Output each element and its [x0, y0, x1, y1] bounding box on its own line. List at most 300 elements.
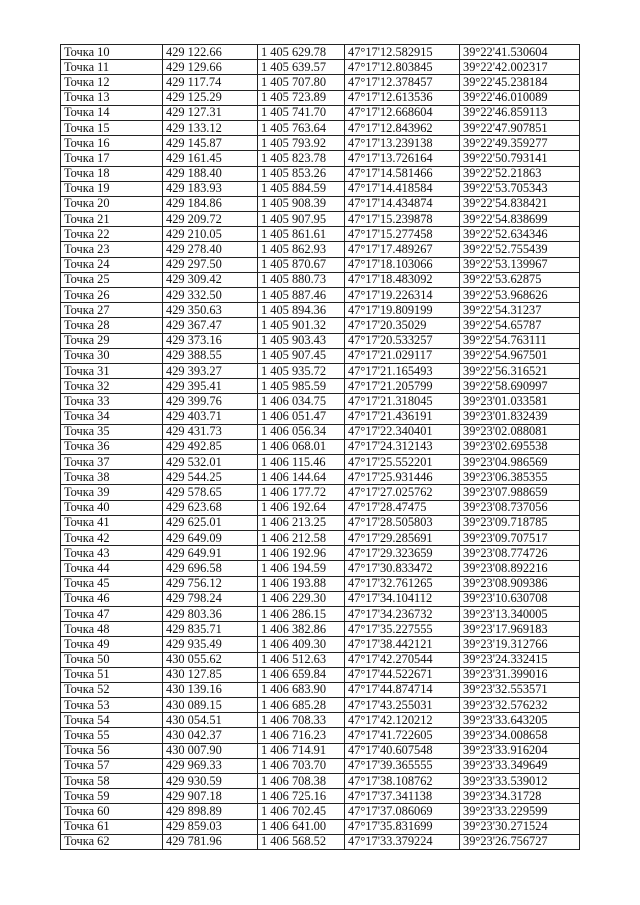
point-name-cell: Точка 16 — [61, 136, 163, 151]
y-coordinate-cell: 1 405 853.26 — [258, 166, 345, 181]
x-coordinate-cell: 429 184.86 — [163, 196, 258, 211]
x-coordinate-cell: 429 395.41 — [163, 379, 258, 394]
longitude-cell: 39°22'52.21863 — [460, 166, 580, 181]
point-name-cell: Точка 35 — [61, 424, 163, 439]
y-coordinate-cell: 1 405 901.32 — [258, 318, 345, 333]
longitude-cell: 39°23'32.553571 — [460, 682, 580, 697]
point-name-cell: Точка 61 — [61, 819, 163, 834]
x-coordinate-cell: 429 278.40 — [163, 242, 258, 257]
y-coordinate-cell: 1 406 115.46 — [258, 455, 345, 470]
latitude-cell: 47°17'21.436191 — [345, 409, 460, 424]
table-row — [61, 196, 580, 211]
longitude-cell: 39°22'47.907851 — [460, 120, 580, 135]
longitude-cell: 39°23'31.399016 — [460, 667, 580, 682]
table-row — [61, 758, 580, 773]
x-coordinate-cell: 430 007.90 — [163, 743, 258, 758]
longitude-cell: 39°23'08.774726 — [460, 546, 580, 561]
x-coordinate-cell: 429 133.12 — [163, 120, 258, 135]
table-row — [61, 728, 580, 743]
latitude-cell: 47°17'38.442121 — [345, 637, 460, 652]
longitude-cell: 39°23'02.088081 — [460, 424, 580, 439]
table-row — [61, 424, 580, 439]
point-name-cell: Точка 36 — [61, 439, 163, 454]
point-name-cell: Точка 48 — [61, 622, 163, 637]
table-row — [61, 652, 580, 667]
y-coordinate-cell: 1 405 887.46 — [258, 288, 345, 303]
latitude-cell: 47°17'30.833472 — [345, 561, 460, 576]
x-coordinate-cell: 429 781.96 — [163, 834, 258, 849]
y-coordinate-cell: 1 406 177.72 — [258, 485, 345, 500]
y-coordinate-cell: 1 406 725.16 — [258, 789, 345, 804]
y-coordinate-cell: 1 405 884.59 — [258, 181, 345, 196]
point-name-cell: Точка 31 — [61, 363, 163, 378]
point-name-cell: Точка 38 — [61, 470, 163, 485]
x-coordinate-cell: 429 859.03 — [163, 819, 258, 834]
point-name-cell: Точка 47 — [61, 606, 163, 621]
latitude-cell: 47°17'12.582915 — [345, 45, 460, 60]
latitude-cell: 47°17'17.489267 — [345, 242, 460, 257]
longitude-cell: 39°22'41.530604 — [460, 45, 580, 60]
point-name-cell: Точка 10 — [61, 45, 163, 60]
y-coordinate-cell: 1 405 907.95 — [258, 212, 345, 227]
point-name-cell: Точка 23 — [61, 242, 163, 257]
x-coordinate-cell: 429 399.76 — [163, 394, 258, 409]
point-name-cell: Точка 40 — [61, 500, 163, 515]
longitude-cell: 39°23'09.718785 — [460, 515, 580, 530]
table-row — [61, 288, 580, 303]
longitude-cell: 39°23'10.630708 — [460, 591, 580, 606]
x-coordinate-cell: 429 373.16 — [163, 333, 258, 348]
point-name-cell: Точка 52 — [61, 682, 163, 697]
latitude-cell: 47°17'12.843962 — [345, 120, 460, 135]
longitude-cell: 39°23'34.31728 — [460, 789, 580, 804]
y-coordinate-cell: 1 406 192.96 — [258, 546, 345, 561]
y-coordinate-cell: 1 405 903.43 — [258, 333, 345, 348]
latitude-cell: 47°17'12.378457 — [345, 75, 460, 90]
longitude-cell: 39°22'53.139967 — [460, 257, 580, 272]
y-coordinate-cell: 1 406 685.28 — [258, 698, 345, 713]
table-row — [61, 257, 580, 272]
latitude-cell: 47°17'28.505803 — [345, 515, 460, 530]
y-coordinate-cell: 1 405 763.64 — [258, 120, 345, 135]
point-name-cell: Точка 33 — [61, 394, 163, 409]
y-coordinate-cell: 1 406 229.30 — [258, 591, 345, 606]
latitude-cell: 47°17'37.341138 — [345, 789, 460, 804]
table-row — [61, 439, 580, 454]
table-row — [61, 348, 580, 363]
x-coordinate-cell: 430 054.51 — [163, 713, 258, 728]
x-coordinate-cell: 429 145.87 — [163, 136, 258, 151]
y-coordinate-cell: 1 406 193.88 — [258, 576, 345, 591]
longitude-cell: 39°23'33.349649 — [460, 758, 580, 773]
x-coordinate-cell: 429 210.05 — [163, 227, 258, 242]
longitude-cell: 39°23'33.643205 — [460, 713, 580, 728]
longitude-cell: 39°23'33.539012 — [460, 774, 580, 789]
y-coordinate-cell: 1 406 409.30 — [258, 637, 345, 652]
longitude-cell: 39°23'33.229599 — [460, 804, 580, 819]
x-coordinate-cell: 429 188.40 — [163, 166, 258, 181]
longitude-cell: 39°23'04.986569 — [460, 455, 580, 470]
point-name-cell: Точка 26 — [61, 288, 163, 303]
point-name-cell: Точка 15 — [61, 120, 163, 135]
y-coordinate-cell: 1 405 723.89 — [258, 90, 345, 105]
longitude-cell: 39°22'50.793141 — [460, 151, 580, 166]
x-coordinate-cell: 429 161.45 — [163, 151, 258, 166]
x-coordinate-cell: 429 835.71 — [163, 622, 258, 637]
y-coordinate-cell: 1 405 880.73 — [258, 272, 345, 287]
y-coordinate-cell: 1 406 144.64 — [258, 470, 345, 485]
latitude-cell: 47°17'33.379224 — [345, 834, 460, 849]
point-name-cell: Точка 39 — [61, 485, 163, 500]
x-coordinate-cell: 429 350.63 — [163, 303, 258, 318]
longitude-cell: 39°23'08.737056 — [460, 500, 580, 515]
latitude-cell: 47°17'15.239878 — [345, 212, 460, 227]
longitude-cell: 39°23'13.340005 — [460, 606, 580, 621]
table-row — [61, 606, 580, 621]
y-coordinate-cell: 1 405 707.80 — [258, 75, 345, 90]
table-row — [61, 75, 580, 90]
y-coordinate-cell: 1 406 641.00 — [258, 819, 345, 834]
longitude-cell: 39°23'17.969183 — [460, 622, 580, 637]
point-name-cell: Точка 12 — [61, 75, 163, 90]
longitude-cell: 39°23'01.832439 — [460, 409, 580, 424]
x-coordinate-cell: 429 309.42 — [163, 272, 258, 287]
x-coordinate-cell: 429 297.50 — [163, 257, 258, 272]
table-row — [61, 713, 580, 728]
point-name-cell: Точка 57 — [61, 758, 163, 773]
latitude-cell: 47°17'34.236732 — [345, 606, 460, 621]
point-name-cell: Точка 32 — [61, 379, 163, 394]
point-name-cell: Точка 29 — [61, 333, 163, 348]
latitude-cell: 47°17'27.025762 — [345, 485, 460, 500]
longitude-cell: 39°22'54.31237 — [460, 303, 580, 318]
longitude-cell: 39°23'08.909386 — [460, 576, 580, 591]
table-row — [61, 136, 580, 151]
coordinates-table — [60, 44, 580, 850]
latitude-cell: 47°17'19.809199 — [345, 303, 460, 318]
point-name-cell: Точка 42 — [61, 531, 163, 546]
point-name-cell: Точка 49 — [61, 637, 163, 652]
table-row — [61, 804, 580, 819]
latitude-cell: 47°17'29.285691 — [345, 531, 460, 546]
y-coordinate-cell: 1 406 683.90 — [258, 682, 345, 697]
longitude-cell: 39°22'46.010089 — [460, 90, 580, 105]
x-coordinate-cell: 429 393.27 — [163, 363, 258, 378]
y-coordinate-cell: 1 406 716.23 — [258, 728, 345, 743]
x-coordinate-cell: 429 930.59 — [163, 774, 258, 789]
latitude-cell: 47°17'20.35029 — [345, 318, 460, 333]
x-coordinate-cell: 429 756.12 — [163, 576, 258, 591]
table-row — [61, 774, 580, 789]
latitude-cell: 47°17'38.108762 — [345, 774, 460, 789]
latitude-cell: 47°17'29.323659 — [345, 546, 460, 561]
latitude-cell: 47°17'14.418584 — [345, 181, 460, 196]
y-coordinate-cell: 1 406 192.64 — [258, 500, 345, 515]
point-name-cell: Точка 41 — [61, 515, 163, 530]
longitude-cell: 39°23'30.271524 — [460, 819, 580, 834]
table-row — [61, 455, 580, 470]
table-row — [61, 531, 580, 546]
x-coordinate-cell: 430 055.62 — [163, 652, 258, 667]
x-coordinate-cell: 429 625.01 — [163, 515, 258, 530]
table-row — [61, 60, 580, 75]
point-name-cell: Точка 59 — [61, 789, 163, 804]
latitude-cell: 47°17'20.533257 — [345, 333, 460, 348]
latitude-cell: 47°17'21.205799 — [345, 379, 460, 394]
point-name-cell: Точка 19 — [61, 181, 163, 196]
x-coordinate-cell: 429 649.09 — [163, 531, 258, 546]
y-coordinate-cell: 1 405 870.67 — [258, 257, 345, 272]
y-coordinate-cell: 1 406 068.01 — [258, 439, 345, 454]
y-coordinate-cell: 1 406 382.86 — [258, 622, 345, 637]
latitude-cell: 47°17'40.607548 — [345, 743, 460, 758]
table-row — [61, 834, 580, 849]
point-name-cell: Точка 14 — [61, 105, 163, 120]
y-coordinate-cell: 1 405 639.57 — [258, 60, 345, 75]
point-name-cell: Точка 22 — [61, 227, 163, 242]
x-coordinate-cell: 429 532.01 — [163, 455, 258, 470]
table-row — [61, 743, 580, 758]
table-row — [61, 105, 580, 120]
x-coordinate-cell: 429 117.74 — [163, 75, 258, 90]
y-coordinate-cell: 1 406 708.38 — [258, 774, 345, 789]
table-row — [61, 682, 580, 697]
point-name-cell: Точка 25 — [61, 272, 163, 287]
longitude-cell: 39°23'34.008658 — [460, 728, 580, 743]
latitude-cell: 47°17'21.029117 — [345, 348, 460, 363]
y-coordinate-cell: 1 405 861.61 — [258, 227, 345, 242]
latitude-cell: 47°17'32.761265 — [345, 576, 460, 591]
longitude-cell: 39°22'54.838699 — [460, 212, 580, 227]
latitude-cell: 47°17'34.104112 — [345, 591, 460, 606]
x-coordinate-cell: 430 139.16 — [163, 682, 258, 697]
table-row — [61, 409, 580, 424]
table-row — [61, 819, 580, 834]
latitude-cell: 47°17'21.165493 — [345, 363, 460, 378]
table-row — [61, 394, 580, 409]
y-coordinate-cell: 1 406 056.34 — [258, 424, 345, 439]
x-coordinate-cell: 429 969.33 — [163, 758, 258, 773]
table-row — [61, 789, 580, 804]
table-row — [61, 576, 580, 591]
point-name-cell: Точка 30 — [61, 348, 163, 363]
point-name-cell: Точка 20 — [61, 196, 163, 211]
x-coordinate-cell: 429 898.89 — [163, 804, 258, 819]
point-name-cell: Точка 28 — [61, 318, 163, 333]
latitude-cell: 47°17'24.312143 — [345, 439, 460, 454]
longitude-cell: 39°22'52.755439 — [460, 242, 580, 257]
longitude-cell: 39°22'56.316521 — [460, 363, 580, 378]
y-coordinate-cell: 1 405 862.93 — [258, 242, 345, 257]
latitude-cell: 47°17'18.483092 — [345, 272, 460, 287]
latitude-cell: 47°17'12.613536 — [345, 90, 460, 105]
point-name-cell: Точка 62 — [61, 834, 163, 849]
table-row — [61, 212, 580, 227]
longitude-cell: 39°23'06.385355 — [460, 470, 580, 485]
longitude-cell: 39°23'33.916204 — [460, 743, 580, 758]
y-coordinate-cell: 1 406 568.52 — [258, 834, 345, 849]
longitude-cell: 39°23'01.033581 — [460, 394, 580, 409]
x-coordinate-cell: 429 649.91 — [163, 546, 258, 561]
table-row — [61, 242, 580, 257]
latitude-cell: 47°17'39.365555 — [345, 758, 460, 773]
point-name-cell: Точка 13 — [61, 90, 163, 105]
longitude-cell: 39°23'19.312766 — [460, 637, 580, 652]
latitude-cell: 47°17'25.552201 — [345, 455, 460, 470]
y-coordinate-cell: 1 406 659.84 — [258, 667, 345, 682]
x-coordinate-cell: 429 125.29 — [163, 90, 258, 105]
latitude-cell: 47°17'22.340401 — [345, 424, 460, 439]
point-name-cell: Точка 60 — [61, 804, 163, 819]
x-coordinate-cell: 430 127.85 — [163, 667, 258, 682]
longitude-cell: 39°22'54.763111 — [460, 333, 580, 348]
y-coordinate-cell: 1 406 286.15 — [258, 606, 345, 621]
latitude-cell: 47°17'42.270544 — [345, 652, 460, 667]
longitude-cell: 39°22'53.62875 — [460, 272, 580, 287]
table-row — [61, 363, 580, 378]
latitude-cell: 47°17'15.277458 — [345, 227, 460, 242]
longitude-cell: 39°22'53.968626 — [460, 288, 580, 303]
point-name-cell: Точка 58 — [61, 774, 163, 789]
point-name-cell: Точка 44 — [61, 561, 163, 576]
longitude-cell: 39°22'54.838421 — [460, 196, 580, 211]
y-coordinate-cell: 1 405 629.78 — [258, 45, 345, 60]
y-coordinate-cell: 1 406 051.47 — [258, 409, 345, 424]
longitude-cell: 39°22'54.65787 — [460, 318, 580, 333]
latitude-cell: 47°17'19.226314 — [345, 288, 460, 303]
longitude-cell: 39°22'46.859113 — [460, 105, 580, 120]
x-coordinate-cell: 429 367.47 — [163, 318, 258, 333]
y-coordinate-cell: 1 405 907.45 — [258, 348, 345, 363]
y-coordinate-cell: 1 405 823.78 — [258, 151, 345, 166]
table-row — [61, 120, 580, 135]
y-coordinate-cell: 1 406 714.91 — [258, 743, 345, 758]
table-row — [61, 227, 580, 242]
latitude-cell: 47°17'13.726164 — [345, 151, 460, 166]
point-name-cell: Точка 11 — [61, 60, 163, 75]
point-name-cell: Точка 21 — [61, 212, 163, 227]
point-name-cell: Точка 55 — [61, 728, 163, 743]
x-coordinate-cell: 429 935.49 — [163, 637, 258, 652]
y-coordinate-cell: 1 406 702.45 — [258, 804, 345, 819]
longitude-cell: 39°22'52.634346 — [460, 227, 580, 242]
table-row — [61, 166, 580, 181]
x-coordinate-cell: 430 042.37 — [163, 728, 258, 743]
table-row — [61, 379, 580, 394]
x-coordinate-cell: 429 127.31 — [163, 105, 258, 120]
y-coordinate-cell: 1 406 034.75 — [258, 394, 345, 409]
longitude-cell: 39°23'24.332415 — [460, 652, 580, 667]
table-row — [61, 470, 580, 485]
x-coordinate-cell: 429 907.18 — [163, 789, 258, 804]
table-row — [61, 272, 580, 287]
table-row — [61, 515, 580, 530]
y-coordinate-cell: 1 406 213.25 — [258, 515, 345, 530]
point-name-cell: Точка 37 — [61, 455, 163, 470]
longitude-cell: 39°23'02.695538 — [460, 439, 580, 454]
y-coordinate-cell: 1 406 703.70 — [258, 758, 345, 773]
longitude-cell: 39°22'54.967501 — [460, 348, 580, 363]
latitude-cell: 47°17'35.227555 — [345, 622, 460, 637]
latitude-cell: 47°17'13.239138 — [345, 136, 460, 151]
x-coordinate-cell: 429 578.65 — [163, 485, 258, 500]
longitude-cell: 39°23'09.707517 — [460, 531, 580, 546]
point-name-cell: Точка 43 — [61, 546, 163, 561]
table-row — [61, 45, 580, 60]
y-coordinate-cell: 1 405 908.39 — [258, 196, 345, 211]
longitude-cell: 39°23'08.892216 — [460, 561, 580, 576]
table-row — [61, 622, 580, 637]
x-coordinate-cell: 429 803.36 — [163, 606, 258, 621]
point-name-cell: Точка 34 — [61, 409, 163, 424]
latitude-cell: 47°17'43.255031 — [345, 698, 460, 713]
latitude-cell: 47°17'42.120212 — [345, 713, 460, 728]
latitude-cell: 47°17'21.318045 — [345, 394, 460, 409]
point-name-cell: Точка 50 — [61, 652, 163, 667]
point-name-cell: Точка 45 — [61, 576, 163, 591]
y-coordinate-cell: 1 405 793.92 — [258, 136, 345, 151]
longitude-cell: 39°23'26.756727 — [460, 834, 580, 849]
latitude-cell: 47°17'28.47475 — [345, 500, 460, 515]
latitude-cell: 47°17'35.831699 — [345, 819, 460, 834]
y-coordinate-cell: 1 405 894.36 — [258, 303, 345, 318]
table-row — [61, 318, 580, 333]
longitude-cell: 39°22'58.690997 — [460, 379, 580, 394]
point-name-cell: Точка 54 — [61, 713, 163, 728]
x-coordinate-cell: 429 209.72 — [163, 212, 258, 227]
y-coordinate-cell: 1 405 935.72 — [258, 363, 345, 378]
x-coordinate-cell: 429 403.71 — [163, 409, 258, 424]
table-row — [61, 667, 580, 682]
point-name-cell: Точка 17 — [61, 151, 163, 166]
y-coordinate-cell: 1 405 741.70 — [258, 105, 345, 120]
x-coordinate-cell: 429 122.66 — [163, 45, 258, 60]
longitude-cell: 39°22'53.705343 — [460, 181, 580, 196]
y-coordinate-cell: 1 406 708.33 — [258, 713, 345, 728]
table-row — [61, 561, 580, 576]
latitude-cell: 47°17'12.803845 — [345, 60, 460, 75]
longitude-cell: 39°22'49.359277 — [460, 136, 580, 151]
y-coordinate-cell: 1 405 985.59 — [258, 379, 345, 394]
x-coordinate-cell: 429 332.50 — [163, 288, 258, 303]
x-coordinate-cell: 429 129.66 — [163, 60, 258, 75]
x-coordinate-cell: 429 388.55 — [163, 348, 258, 363]
table-row — [61, 333, 580, 348]
point-name-cell: Точка 18 — [61, 166, 163, 181]
x-coordinate-cell: 430 089.15 — [163, 698, 258, 713]
latitude-cell: 47°17'44.874714 — [345, 682, 460, 697]
table-row — [61, 698, 580, 713]
x-coordinate-cell: 429 544.25 — [163, 470, 258, 485]
latitude-cell: 47°17'14.581466 — [345, 166, 460, 181]
x-coordinate-cell: 429 431.73 — [163, 424, 258, 439]
point-name-cell: Точка 51 — [61, 667, 163, 682]
longitude-cell: 39°23'32.576232 — [460, 698, 580, 713]
y-coordinate-cell: 1 406 512.63 — [258, 652, 345, 667]
table-row — [61, 485, 580, 500]
table-row — [61, 546, 580, 561]
table-row — [61, 181, 580, 196]
point-name-cell: Точка 46 — [61, 591, 163, 606]
x-coordinate-cell: 429 623.68 — [163, 500, 258, 515]
x-coordinate-cell: 429 798.24 — [163, 591, 258, 606]
coordinates-table-body — [61, 45, 580, 850]
table-row — [61, 151, 580, 166]
latitude-cell: 47°17'18.103066 — [345, 257, 460, 272]
latitude-cell: 47°17'25.931446 — [345, 470, 460, 485]
latitude-cell: 47°17'41.722605 — [345, 728, 460, 743]
y-coordinate-cell: 1 406 212.58 — [258, 531, 345, 546]
